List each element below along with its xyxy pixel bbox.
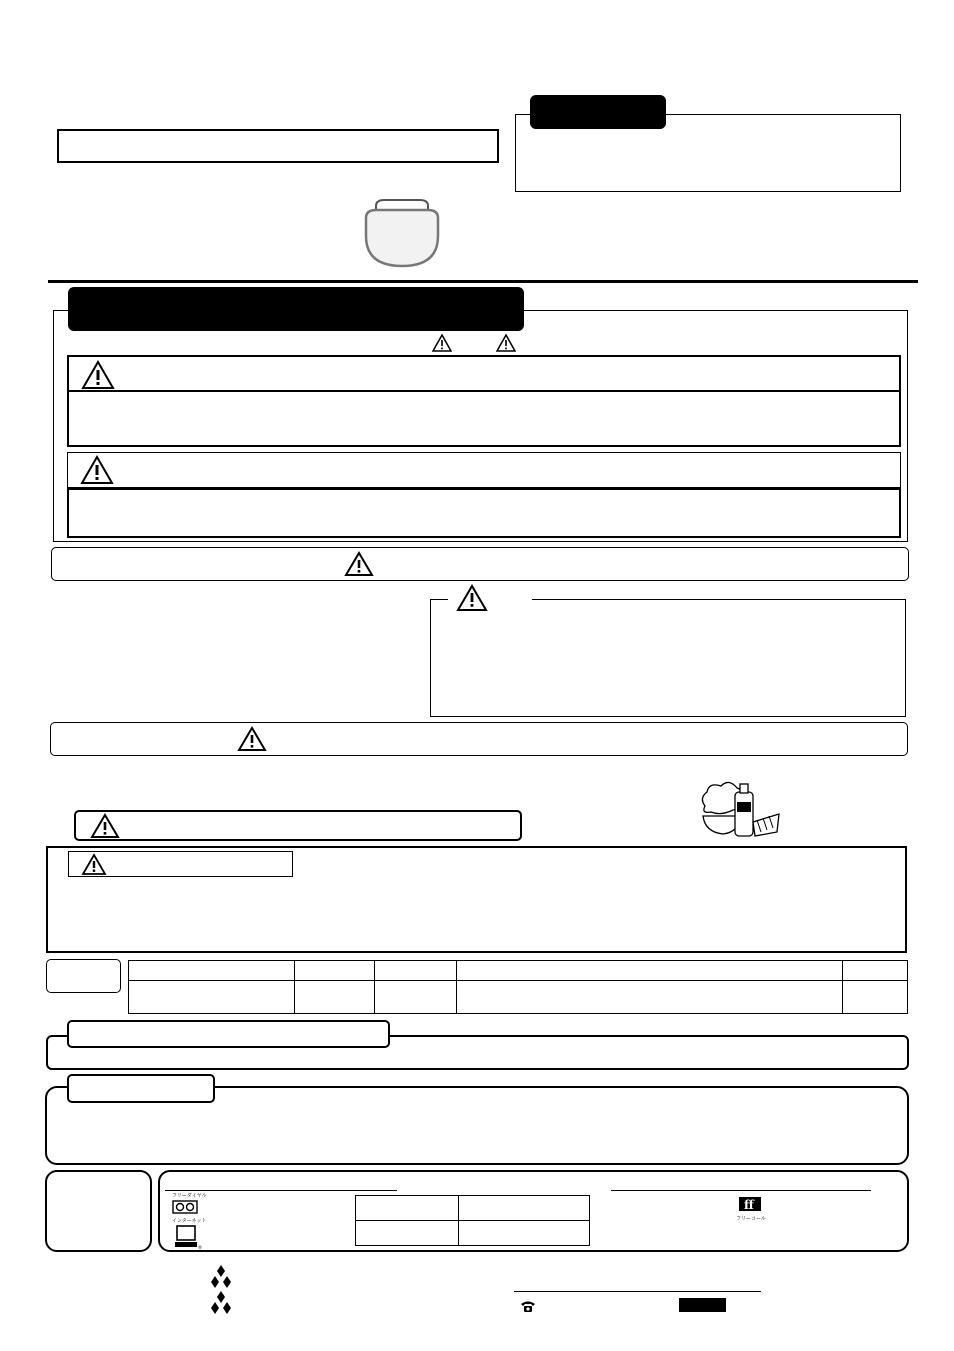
dome-camera-icon <box>362 196 442 270</box>
free-dial-caption: フリーダイヤル <box>172 1193 207 1199</box>
warranty-tab <box>67 1020 390 1048</box>
internet-monitor-icon <box>174 1224 202 1250</box>
warning-triangle-icon <box>432 334 452 352</box>
three-diamond-logo <box>206 1264 236 1288</box>
warning-body <box>67 392 901 447</box>
free-dial-icon <box>172 1193 206 1223</box>
spec-label <box>46 959 121 993</box>
caution-triangle-icon <box>496 334 516 352</box>
telephone-icon <box>520 1298 536 1311</box>
maintenance-label-box <box>74 810 522 841</box>
footer-black-tag <box>679 1298 726 1312</box>
warning-triangle-icon <box>81 853 107 876</box>
spec-cell <box>129 961 295 981</box>
spec-cell <box>375 981 457 1014</box>
side-caution-label-bg <box>448 584 532 614</box>
contact-cell <box>356 1196 459 1221</box>
spec-cell <box>457 981 843 1014</box>
spec-table <box>128 960 908 1014</box>
spec-table-grid <box>128 960 908 1014</box>
side-caution-frame <box>430 599 906 717</box>
warning-triangle-icon <box>344 551 374 577</box>
spec-cell <box>843 981 908 1014</box>
notice-tab <box>530 95 666 129</box>
safety-header-tab <box>68 287 524 331</box>
svg-text:®: ® <box>198 1245 202 1250</box>
three-diamond-logo <box>206 1290 236 1314</box>
footer-rule <box>514 1291 761 1292</box>
service-tab <box>67 1074 215 1103</box>
warning-triangle-icon <box>90 813 120 839</box>
spec-cell <box>295 961 375 981</box>
caution-triangle-icon <box>80 455 114 485</box>
cleaning-supplies-icon <box>697 776 781 842</box>
free-call-caption: フリーコール <box>736 1216 766 1222</box>
contact-label-box <box>45 1170 152 1252</box>
warning-triangle-icon <box>81 360 115 390</box>
spec-cell <box>375 961 457 981</box>
spec-cell <box>295 981 375 1014</box>
spec-cell <box>843 961 908 981</box>
warning-header <box>67 355 901 392</box>
contact-cell <box>459 1196 590 1221</box>
free-call-icon <box>736 1196 766 1220</box>
instruction-banner-1 <box>51 547 909 581</box>
contact-hours-table <box>355 1195 590 1246</box>
contact-cell <box>459 1221 590 1246</box>
section-divider <box>48 280 918 283</box>
internet-caption: インターネット <box>172 1218 207 1224</box>
contact-rule-left <box>165 1190 397 1191</box>
contact-rule-right <box>611 1190 871 1191</box>
svg-text:ff: ff <box>744 1198 754 1212</box>
contact-cell <box>356 1221 459 1246</box>
instruction-banner-2 <box>50 722 908 756</box>
warning-triangle-icon <box>237 726 267 752</box>
title-box <box>57 129 499 163</box>
warning-triangle-icon <box>456 584 488 612</box>
contact-hours-grid <box>355 1195 590 1246</box>
caution-body <box>67 488 901 538</box>
spec-cell <box>129 981 295 1014</box>
maintenance-sub-label <box>68 851 293 877</box>
spec-cell <box>457 961 843 981</box>
caution-header <box>67 452 901 488</box>
